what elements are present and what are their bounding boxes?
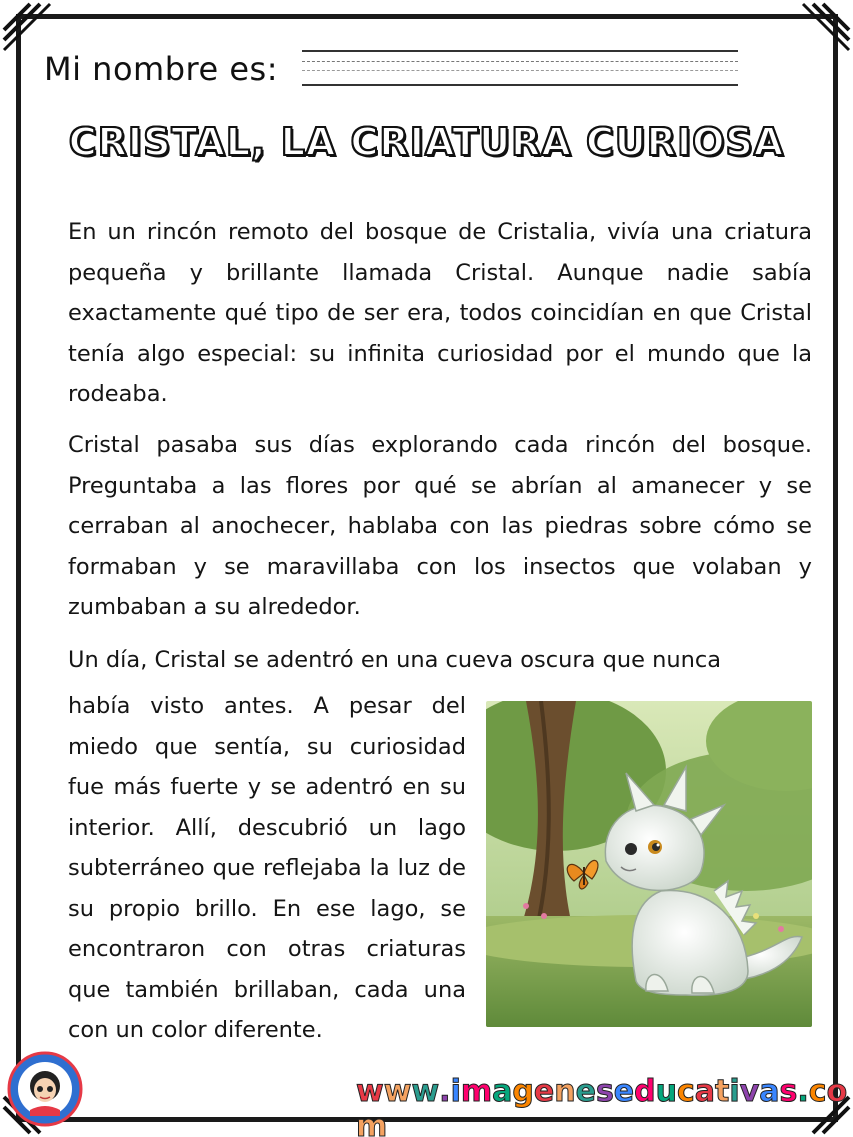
imagenes-educativas-logo-icon (6, 1050, 84, 1128)
website-url[interactable]: www.imageneseducativas.com (356, 1074, 848, 1137)
name-label: Mi nombre es: (44, 50, 278, 88)
dragon-butterfly-illustration (486, 701, 812, 1027)
paragraph-2: Cristal pasaba sus días explorando cada rincón del bosque. Preguntaba a las flores por qué se abrían al amanecer y se cerraban al anochecer, hablaba con las piedras sobre cómo se formaban y se maravillaba con los insectos que volaban y zumbaban a su alrededor. (68, 432, 812, 620)
paragraph-3: Un día, Cristal se adentró en una cueva oscura que nunca (68, 647, 722, 673)
paragraph-4: había visto antes. A pesar del miedo que sentía, su curiosidad fue más fuerte y se adentró en su interior. Allí, descubrió un lago subterráneo que reflejaba la luz de su propio brillo. En ese lago, se encontraron con otras criaturas que también brillaban, cada una con un color diferente. (68, 693, 466, 1043)
name-writing-lines[interactable] (302, 50, 738, 90)
name-row (44, 44, 744, 104)
page-title: CRISTAL, LA CRIATURA CURIOSA (68, 120, 785, 164)
paragraph-1: En un rincón remoto del bosque de Cristalia, vivía una criatura pequeña y brillante llamada Cristal. Aunque nadie sabía exactamente qué tipo de ser era, todos coincidían en que Cristal tenía algo especial: su infinita curiosidad por el mundo que la rodeaba. (68, 219, 812, 407)
corner-tape-top-right-icon (793, 0, 853, 60)
